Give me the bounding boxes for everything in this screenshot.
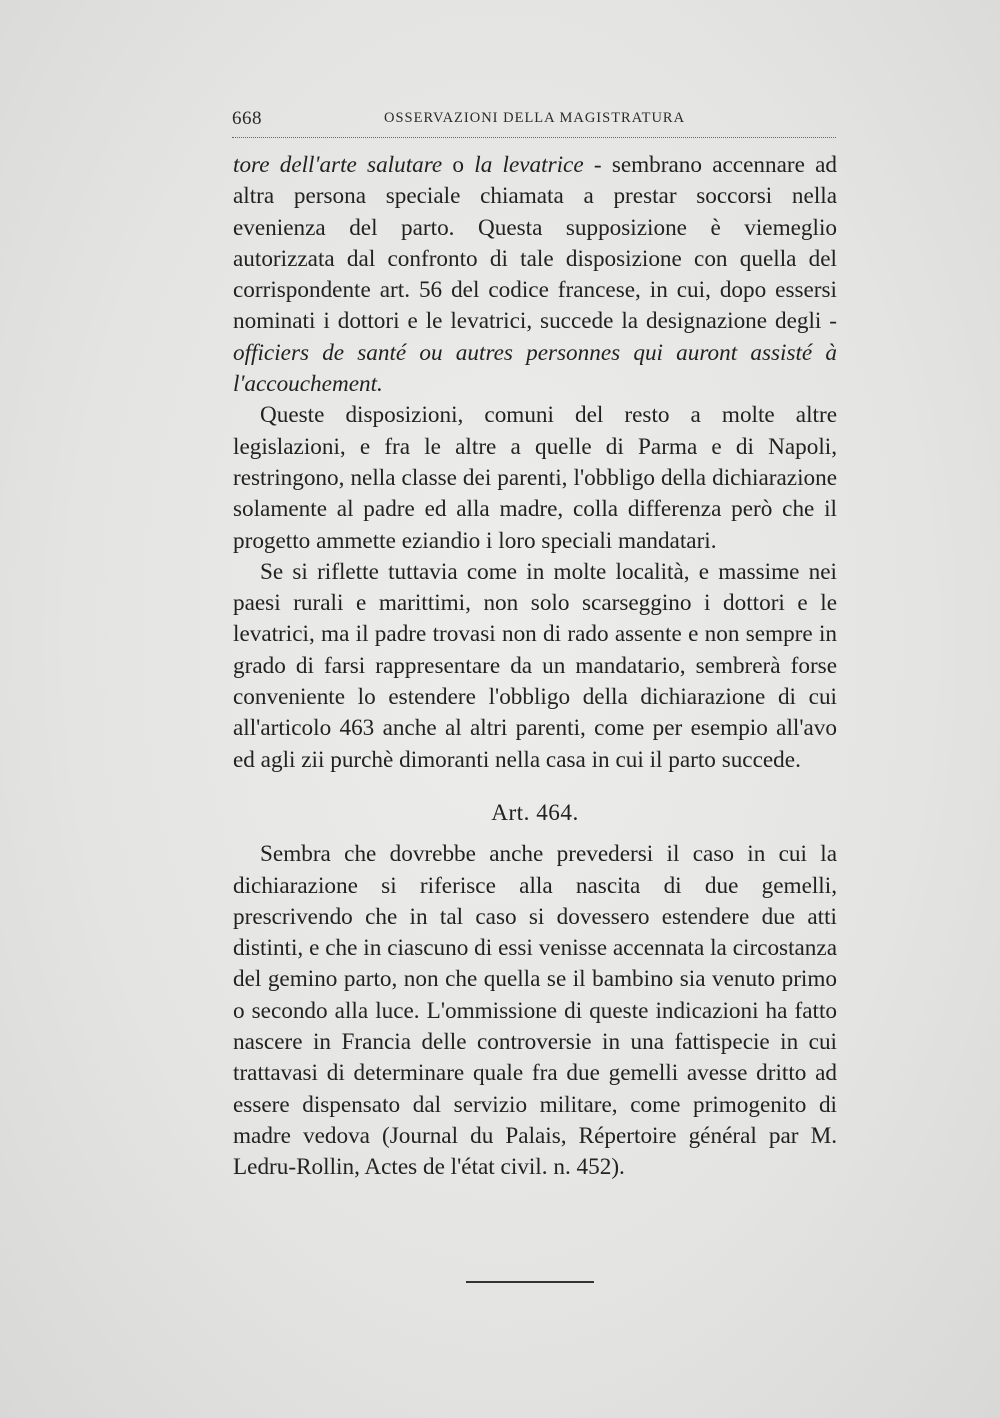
italic-term-2: la levatrice [474,152,584,178]
end-rule [466,1281,594,1283]
paragraph-1-text-b: - sembrano accennare ad altra persona speciale chiamata a prestar soccorsi nella evenienza del parto. Questa supposizione è viemeglio autorizzata dal confronto di tale disposizione con quella del corrispondente art. 56 del codice francese, in cui, dopo essersi nominati i dottori e le levatrici, succede la designazione degli - [233,152,837,335]
header-dotted-rule [232,137,836,138]
paragraph-1 [233,150,837,400]
italic-term-1: tore dell'arte salutare [233,152,443,178]
section-title: Art. 464. [491,799,579,826]
running-title: OSSERVAZIONI DELLA MAGISTRATURA [384,110,686,126]
page-number: 668 [232,108,262,129]
paragraph-3: Se si riflette tuttavia come in molte località, e massime nei paesi rurali e marittimi, non solo scarseggino i dottori e le levatrici, ma il padre trovasi non di rado assente e non sempre in grado di farsi rappresentare da un mandatario, sembrerà forse conveniente lo estendere l'obbligo della dichiarazione di cui all'articolo 463 anche al altri parenti, come per esempio all'avo ed agli zii purchè dimoranti nella casa in cui il parto succede. [233,558,837,773]
italic-french-quote: officiers de santé ou autres personnes qui auront assisté à l'accouchement. [233,339,837,398]
paragraph-1-text-a: o [442,152,475,178]
paragraph-4: Sembra che dovrebbe anche prevedersi il caso in cui la dichiarazione si riferisce alla nascita di due gemelli, prescrivendo che in tal caso si dovessero estendere due atti distinti, e che in ciascuno di essi venisse accennata la circostanza del gemino parto, non che quella se il bambino sia venuto primo o secondo alla luce. L'ommissione di queste indicazioni ha fatto nascere in Francia delle controversie in una fattispecie in cui trattavasi di determinare quale fra due gemelli avesse dritto ad essere dispensato dal servizio militare, come primogenito di madre vedova (Journal du Palais, Répertoire général par M. Ledru-Rollin, Actes de l'état civil. n. 452). [233,841,837,1181]
paragraph-2: Queste disposizioni, comuni del resto a molte altre legislazioni, e fra le altre a quelle di Parma e di Napoli, restringono, nella classe dei parenti, l'obbligo della dichiarazione solamente al padre ed alla madre, colla differenza però che il progetto ammette eziandio i loro speciali mandatari. [233,402,837,554]
body-text [233,150,837,1184]
